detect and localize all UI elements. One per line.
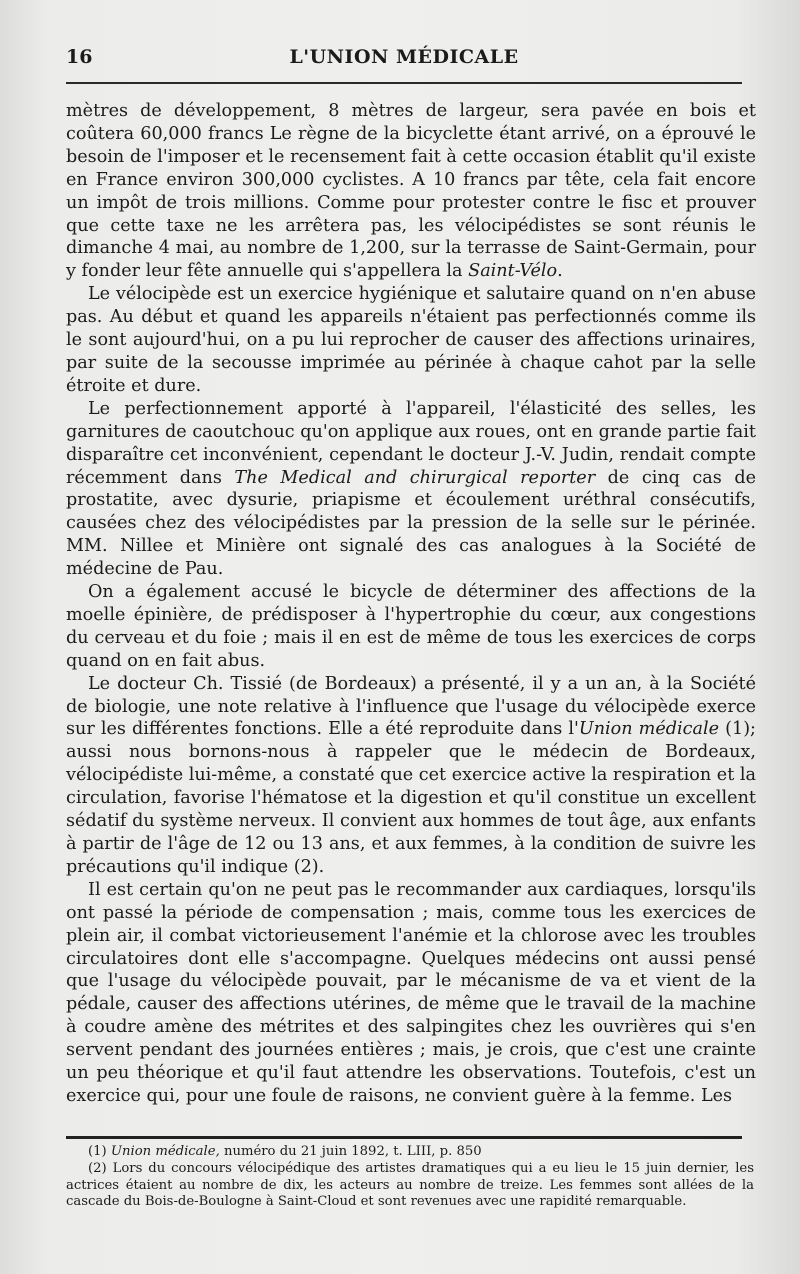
footnote: [66, 1161, 754, 1211]
italic-text: Union médicale,: [110, 1144, 220, 1159]
text-run: Le perfectionnement apporté à l'appareil, l'élasticité des selles, les garnitures de caoutchouc qu'on applique aux roues, ont en grande partie fait disparaître cet inconvénient, cependant le docteur J.-V. Judin, rendait compte récemment dans: [66, 398, 756, 488]
italic-text: The Medical and chirurgical reporter: [234, 467, 596, 488]
text-run: (1); aussi nous bornons-nous à rappeler que le médecin de Bordeaux, vélocipédiste lui-même, a constaté que cet exercice active la respiration et la circulation, favorise l'hématose et la digestion et qu'il constitue un excellent sédatif du système nerveux. Il convient aux hommes de tout âge, aux enfants à partir de l'âge de 12 ou 13 ans, et aux femmes, à la condition de suivre les précautions qu'il indique (2).: [66, 719, 756, 877]
italic-text: Saint-Vélo: [468, 261, 558, 282]
text-run: Le vélocipède est un exercice hygiénique et salutaire quand on n'en abuse pas. Au début et quand les appareils n'étaient pas perfectionnés comme ils le sont aujourd'hui, on a pu lui reprocher de causer des affections urinaires, par suite de la secousse imprimée au périnée à chaque cahot par la selle étroite et dure.: [66, 284, 756, 396]
text-run: (1): [88, 1144, 111, 1159]
header-rule: [66, 82, 742, 84]
text-run: On a également accusé le bicycle de déterminer des affections de la moelle épinière, de prédisposer à l'hypertrophie du cœur, aux congestions du cerveau et du foie ; mais il en est de même de tous les exercices de corps quand on en fait abus.: [66, 582, 756, 671]
paragraph: [66, 879, 756, 1108]
paragraph: [66, 581, 756, 673]
page-header: [66, 46, 742, 76]
text-run: mètres de développement, 8 mètres de largeur, sera pavée en bois et coûtera 60,000 francs Le règne de la bicyclette étant arrivé, on a éprouvé le besoin de l'imposer et le recensement fait à cette occasion établit qu'il existe en France environ 300,000 cyclistes. A 10 francs par tête, cela fait encore un impôt de trois millions. Comme pour protester contre le fisc et prouver que cette taxe ne les arrêtera pas, les vélocipédistes se sont réunis le dimanche 4 mai, au nombre de 1,200, sur la terrasse de Saint-Germain, pour y fonder leur fête annuelle qui s'appellera la: [66, 101, 756, 282]
body-text: [66, 100, 756, 1108]
text-run: numéro du 21 juin 1892, t. LIII, p. 850: [219, 1144, 482, 1159]
paragraph: [66, 673, 756, 879]
text-run: (2) Lors du concours vélocipédique des artistes dramatiques qui a eu lieu le 15 juin dernier, les actrices étaient au nombre de dix, les acteurs au nombre de treize. Les femmes sont allées de la cascade du Bois-de-Boulogne à Saint-Cloud et sont revenues avec une rapidité remarquable.: [66, 1160, 754, 1210]
footnote: [66, 1144, 754, 1161]
text-run: .: [557, 261, 563, 282]
text-run: de cinq cas de prostatite, avec dysurie, priapisme et écoulement uréthral consécutifs, causées chez des vélocipédistes par la pression de la selle sur le périnée. MM. Nillee et Minière ont signalé des cas analogues à la Société de médecine de Pau.: [66, 467, 756, 580]
footnotes: [66, 1144, 754, 1211]
page-number: 16: [66, 46, 93, 68]
italic-text: Union médicale: [578, 719, 720, 740]
footnote-rule: [66, 1136, 742, 1139]
running-title: L'UNION MÉDICALE: [289, 46, 519, 68]
paragraph: [66, 398, 756, 581]
text-run: Le docteur Ch. Tissié (de Bordeaux) a présenté, il y a un an, à la Société de biologie, une note relative à l'influence que l'usage du vélocipède exerce sur les différentes fonctions. Elle a été reproduite dans l': [66, 673, 756, 740]
paragraph: [66, 100, 756, 283]
paragraph: [66, 283, 756, 398]
text-run: Il est certain qu'on ne peut pas le recommander aux cardiaques, lorsqu'ils ont passé la période de compensation ; mais, comme tous les exercices de plein air, il combat victorieusement l'anémie et la chlorose avec les troubles circulatoires dont elle s'accompagne. Quelques médecins ont aussi pensé que l'usage du vélocipède pouvait, par le mécanisme de va et vient de la pédale, causer des affections utérines, de même que le travail de la machine à coudre amène des métrites et des salpingites chez les ouvrières qui s'en servent pendant des journées entières ; mais, je crois, que c'est une crainte un peu théorique et qu'il faut attendre les observations. Toutefois, c'est un exercice qui, pour une foule de raisons, ne convient guère à la femme. Les: [66, 879, 756, 1106]
